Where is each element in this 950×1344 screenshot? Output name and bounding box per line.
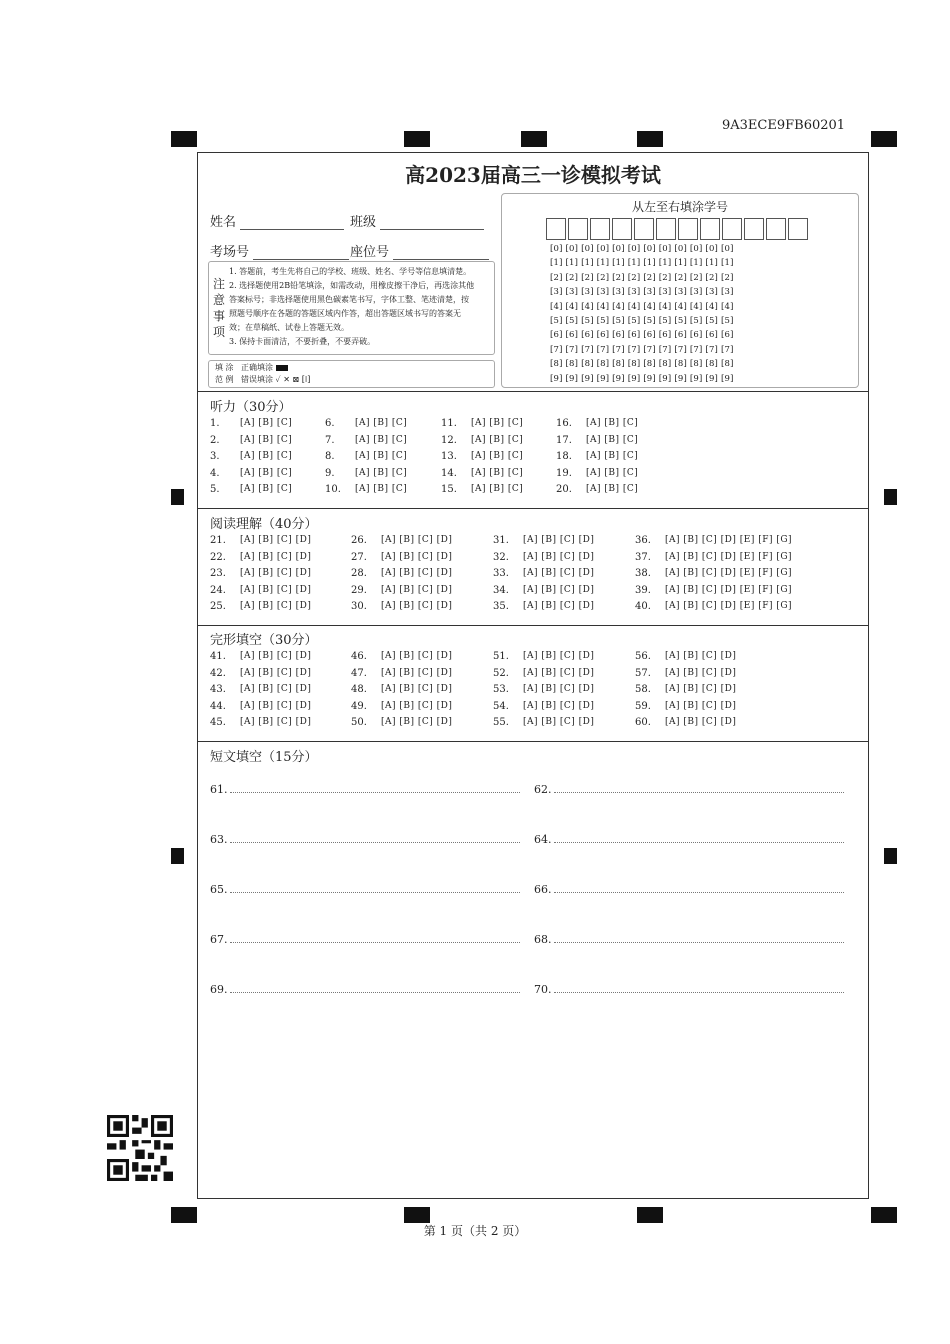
question-number: 8. [325,451,335,463]
answer-options[interactable]: [A] [B] [C] [D] [240,667,312,678]
answer-options[interactable]: [A] [B] [C] [D] [240,700,312,711]
answer-options[interactable]: [A] [B] [C] [586,434,639,445]
short-answer-blank[interactable] [534,983,552,996]
question-number: 39. [635,584,651,596]
short-title: 短文填空（15分） [210,750,318,765]
question-number: 27. [351,551,367,563]
registration-mark [404,1207,430,1223]
answer-options[interactable]: [A] [B] [C] [355,418,408,428]
answer-options[interactable]: [A] [B] [C] [D] [523,584,595,595]
answer-options[interactable]: [A] [B] [C] [D] [381,568,453,579]
answer-options[interactable]: [A] [B] [C] [D] [E] [F] [G] [665,551,793,562]
question-number: 64. [534,833,552,846]
instructions-box [208,261,495,355]
student-id-boxes[interactable] [546,218,810,240]
question-number: 22. [210,551,226,563]
question-number: 70. [534,983,552,996]
question-number: 68. [534,933,552,946]
question-number: 29. [351,584,367,596]
question-number: 18. [556,451,572,463]
answer-options[interactable]: [A] [B] [C] [471,434,524,445]
reading-title: 阅读理解（40分） [210,517,318,532]
short-answer-blank[interactable] [210,833,228,846]
question-number: 56. [635,651,651,662]
question-number: 38. [635,568,651,580]
question-number: 47. [351,667,367,679]
question-number: 50. [351,717,367,729]
instructions-text: 1. 答题前，考生先将自己的学校、班级、姓名、学号等信息填清楚。 2. 选择题使用2B铅笔填涂，如需改动，用橡皮擦干净后，再选涂其他 答案标号；非选择题使用黑色碳素笔书写，字体工整、笔迹清楚，按 照题号顺序在各题的答题区域内作答，超出答题区域书写的答案无 效；在草稿纸、试卷上答题无效。 3. 保持卡面清洁，不要折叠，不要弄破。 [229,267,475,346]
name-field[interactable]: 姓名 [210,211,344,230]
registration-mark [521,131,547,147]
question-number: 48. [351,684,367,696]
answer-options[interactable]: [A] [B] [C] [D] [381,700,453,711]
question-number: 12. [441,434,457,446]
question-number: 69. [210,983,228,996]
question-number: 34. [493,584,509,596]
seat-field[interactable]: 座位号 [350,241,489,260]
answer-options[interactable]: [A] [B] [C] [355,451,408,462]
answer-options[interactable]: [A] [B] [C] [D] [523,700,595,711]
question-number: 54. [493,700,509,712]
registration-mark [637,131,663,147]
answer-options[interactable]: [A] [B] [C] [355,484,408,495]
question-number: 51. [493,651,509,662]
question-number: 21. [210,535,226,546]
question-number: 33. [493,568,509,580]
answer-options[interactable]: [A] [B] [C] [D] [381,684,453,695]
page-number: 第 1 页（共 2 页） [423,1224,527,1238]
question-number: 35. [493,601,509,613]
registration-mark [884,489,897,505]
question-number: 1. [210,418,220,429]
question-number: 32. [493,551,509,563]
short-answer-blank[interactable] [210,883,228,896]
answer-options[interactable]: [A] [B] [C] [D] [381,651,453,661]
question-number: 58. [635,684,651,696]
answer-options[interactable]: [A] [B] [C] [471,418,524,428]
answer-options[interactable]: [A] [B] [C] [240,484,293,495]
question-number: 61. [210,783,228,796]
question-number: 20. [556,484,572,496]
answer-options[interactable]: [A] [B] [C] [240,434,293,445]
question-number: 37. [635,551,651,563]
answer-options[interactable]: [A] [B] [C] [D] [E] [F] [G] [665,584,793,595]
answer-options[interactable]: [A] [B] [C] [D] [381,667,453,678]
question-number: 42. [210,667,226,679]
answer-options[interactable]: [A] [B] [C] [355,467,408,478]
answer-sheet [197,152,869,1199]
question-number: 5. [210,484,220,496]
question-number: 63. [210,833,228,846]
question-number: 43. [210,684,226,696]
answer-options[interactable]: [A] [B] [C] [D] [E] [F] [G] [665,568,793,579]
sheet-code: 9A3ECE9FB60201 [722,118,846,133]
answer-options[interactable]: [A] [B] [C] [D] [E] [F] [G] [665,535,793,545]
short-answer-blank[interactable] [534,833,552,846]
registration-mark [871,1207,897,1223]
short-answer-blank[interactable] [210,983,228,996]
answer-options[interactable]: [A] [B] [C] [D] [240,535,312,545]
student-id-box [501,193,859,388]
question-number: 46. [351,651,367,662]
question-number: 60. [635,717,651,729]
student-id-bubbles[interactable]: [0] [0] [0] [0] [0] [0] [0] [0] [0] [0] [0] [0] [1] [1] [1] [1] [1] [1] [1] [1] [1] [1] [1] [1] [2] [2] [2] [2] [2] [2] [2] [2] [2] [2] [2] [2] [3] [3] [3] [3] [3] [3] [3] [3] [3] [3] [3] [3] [4] [4] [4] [4] [4] [4] [4] [4] [4] [4] [4] [4] [5] [5] [5] [5] [5] [5] [5] [5] [5] [5] [5] [5] [6] [6] [6] [6] [6] [6] [6] [6] [6] [6] [6] [6] [7] [7] [7] [7] [7] [7] [7] [7] [7] [7] [7] [7] [8] [8] [8] [8] [8] [8] [8] [8] [8] [8] [8] [8] [9] [9] [9] [9] [9] [9] [9] [9] [9] [9] [9] [9] [550,244,734,384]
registration-mark [171,489,184,505]
question-number: 6. [325,418,335,429]
student-id-title: 从左至右填涂学号 [631,200,728,214]
question-number: 15. [441,484,457,496]
registration-mark [171,848,184,864]
answer-options[interactable]: [A] [B] [C] [D] [665,700,737,711]
question-number: 53. [493,684,509,696]
question-number: 67. [210,933,228,946]
answer-options[interactable]: [A] [B] [C] [D] [665,667,737,678]
question-number: 45. [210,717,226,729]
answer-options[interactable]: [A] [B] [C] [D] [240,651,312,661]
registration-mark [171,1207,197,1223]
question-number: 7. [325,434,335,446]
question-number: 19. [556,467,572,479]
exam-title: 高2023届高三一诊模拟考试 [405,163,661,187]
question-number: 4. [210,467,220,479]
class-field[interactable]: 班级 [350,211,484,230]
answer-options[interactable]: [A] [B] [C] [D] [523,684,595,695]
listening-title: 听力（30分） [210,400,292,415]
answer-options[interactable]: [A] [B] [C] [355,434,408,445]
instructions-heading: 注 意 事 项 [213,277,226,339]
registration-mark [171,131,197,147]
question-number: 26. [351,535,367,546]
registration-mark [404,131,430,147]
answer-options[interactable]: [A] [B] [C] [240,418,293,428]
question-number: 41. [210,651,226,662]
answer-options[interactable]: [A] [B] [C] [D] [665,717,737,728]
short-answer-blank[interactable] [534,783,552,796]
question-number: 44. [210,700,226,712]
question-number: 13. [441,451,457,463]
short-answer-blank[interactable] [210,933,228,946]
answer-options[interactable]: [A] [B] [C] [D] [240,551,312,562]
short-answer-blank[interactable] [534,933,552,946]
answer-options[interactable]: [A] [B] [C] [D] [240,684,312,695]
answer-options[interactable]: [A] [B] [C] [D] [381,551,453,562]
answer-options[interactable]: [A] [B] [C] [D] [E] [F] [G] [665,601,793,612]
question-number: 59. [635,700,651,712]
question-number: 30. [351,601,367,613]
answer-options[interactable]: [A] [B] [C] [471,467,524,478]
qr-code-icon [107,1115,173,1181]
question-number: 11. [441,418,457,429]
short-answer-blank[interactable] [534,883,552,896]
question-number: 62. [534,783,552,796]
answer-options[interactable]: [A] [B] [C] [D] [665,651,737,661]
question-number: 36. [635,535,651,546]
answer-options[interactable]: [A] [B] [C] [D] [523,551,595,562]
answer-options[interactable]: [A] [B] [C] [D] [240,717,312,728]
answer-options[interactable]: [A] [B] [C] [D] [665,684,737,695]
question-number: 2. [210,434,220,446]
question-number: 40. [635,601,651,613]
question-number: 23. [210,568,226,580]
answer-options[interactable]: [A] [B] [C] [D] [523,568,595,579]
answer-options[interactable]: [A] [B] [C] [D] [240,568,312,579]
registration-mark [871,131,897,147]
question-number: 28. [351,568,367,580]
question-number: 31. [493,535,509,546]
answer-options[interactable]: [A] [B] [C] [D] [523,535,595,545]
answer-options[interactable]: [A] [B] [C] [D] [523,601,595,612]
answer-options[interactable]: [A] [B] [C] [240,451,293,462]
answer-options[interactable]: [A] [B] [C] [D] [523,717,595,728]
question-number: 24. [210,584,226,596]
question-number: 55. [493,717,509,729]
question-number: 65. [210,883,228,896]
question-number: 9. [325,467,335,479]
answer-options[interactable]: [A] [B] [C] [D] [523,651,595,661]
answer-options[interactable]: [A] [B] [C] [586,451,639,462]
answer-options[interactable]: [A] [B] [C] [D] [381,584,453,595]
answer-options[interactable]: [A] [B] [C] [586,484,639,495]
question-number: 17. [556,434,572,446]
question-number: 66. [534,883,552,896]
registration-mark [884,848,897,864]
question-number: 16. [556,418,572,429]
answer-options[interactable]: [A] [B] [C] [D] [523,667,595,678]
cloze-title: 完形填空（30分） [210,633,318,648]
short-answer-blank[interactable] [210,783,228,796]
answer-options[interactable]: [A] [B] [C] [D] [240,601,312,612]
answer-options[interactable]: [A] [B] [C] [471,484,524,495]
answer-options[interactable]: [A] [B] [C] [586,418,639,428]
answer-options[interactable]: [A] [B] [C] [D] [240,584,312,595]
registration-mark [637,1207,663,1223]
question-number: 49. [351,700,367,712]
answer-options[interactable]: [A] [B] [C] [471,451,524,462]
fill-example-box: 填 涂 范 例 正确填涂 错误填涂 ✓ ✕ ⊠ [ǀ] [208,360,495,388]
answer-options[interactable]: [A] [B] [C] [D] [381,717,453,728]
answer-options[interactable]: [A] [B] [C] [D] [381,601,453,612]
question-number: 25. [210,601,226,613]
question-number: 10. [325,484,341,496]
question-number: 3. [210,451,220,463]
answer-options[interactable]: [A] [B] [C] [586,467,639,478]
question-number: 52. [493,667,509,679]
answer-options[interactable]: [A] [B] [C] [240,467,293,478]
question-number: 57. [635,667,651,679]
correct-fill-mark [276,365,288,371]
room-field[interactable]: 考场号 [210,241,349,260]
answer-options[interactable]: [A] [B] [C] [D] [381,535,453,545]
question-number: 14. [441,467,457,479]
